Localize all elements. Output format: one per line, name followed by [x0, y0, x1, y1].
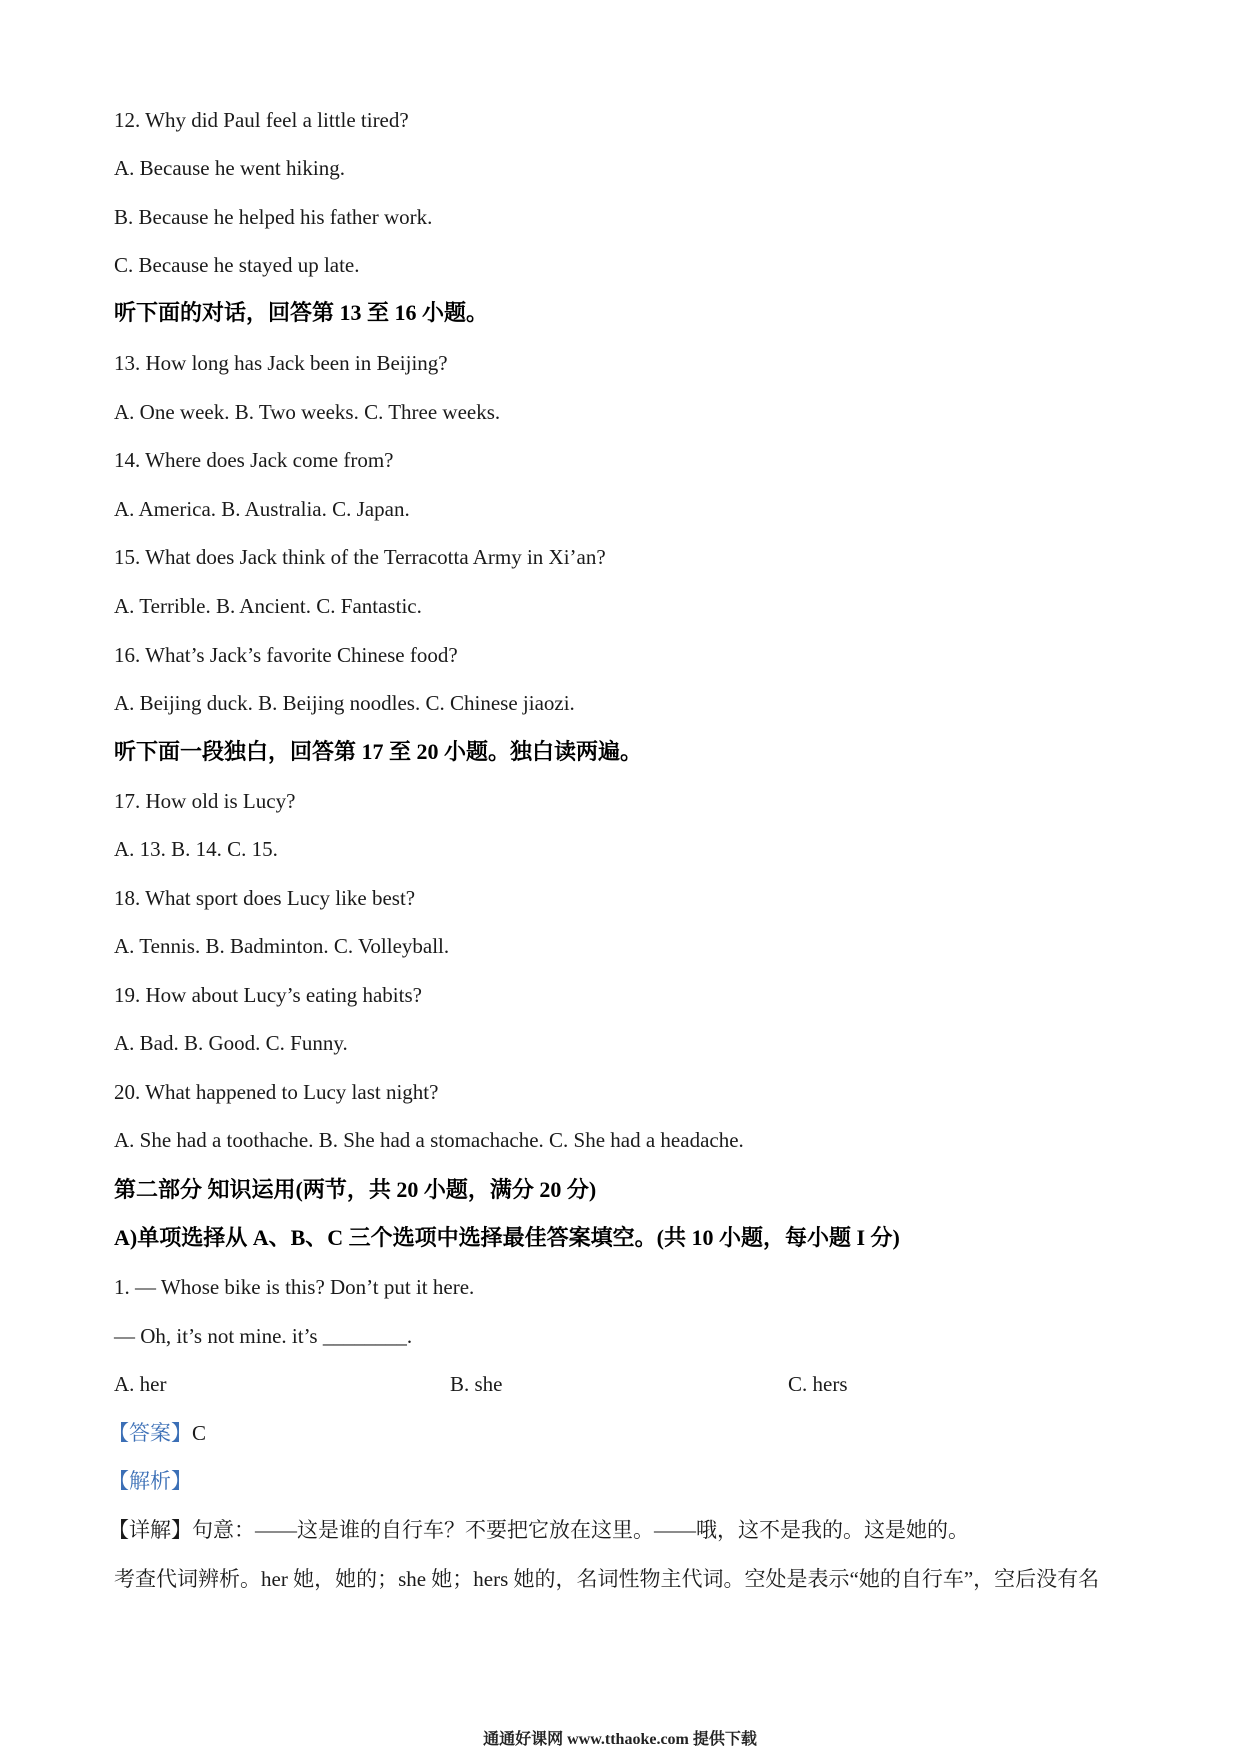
part2-title: 第二部分 知识运用(两节，共 20 小题，满分 20 分)	[114, 1177, 597, 1202]
mc1-reply: — Oh, it’s not mine. it’s ________.	[114, 1324, 413, 1348]
q12-question: 12. Why did Paul feel a little tired?	[114, 108, 409, 132]
q12-option-a: A. Because he went hiking.	[114, 156, 345, 180]
q20-question: 20. What happened to Lucy last night?	[114, 1080, 439, 1104]
q14-options: A. America. B. Australia. C. Japan.	[114, 497, 410, 521]
q12-option-c: C. Because he stayed up late.	[114, 253, 360, 277]
detail-text: 句意：——这是谁的自行车？不要把它放在这里。——哦，这不是我的。这是她的。	[192, 1518, 969, 1542]
q12-option-b: B. Because he helped his father work.	[114, 205, 433, 229]
answer-label: 【答案】	[108, 1421, 192, 1445]
q16-options: A. Beijing duck. B. Beijing noodles. C. Chinese jiaozi.	[114, 691, 575, 715]
detail-label: 【详解】	[108, 1518, 192, 1542]
q13-options: A. One week. B. Two weeks. C. Three weeks.	[114, 400, 501, 424]
q17-options: A. 13. B. 14. C. 15.	[114, 837, 278, 861]
q13-question: 13. How long has Jack been in Beijing?	[114, 351, 448, 375]
q20-options: A. She had a toothache. B. She had a stomachache. C. She had a headache.	[114, 1128, 744, 1152]
answer-value: C	[192, 1421, 207, 1445]
q19-options: A. Bad. B. Good. C. Funny.	[114, 1031, 348, 1055]
section-heading-17-20: 听下面一段独白，回答第 17 至 20 小题。独白读两遍。	[114, 739, 643, 764]
mc1-option-c: C. hers	[788, 1372, 848, 1396]
answer-line	[108, 1419, 206, 1447]
mc1-option-a: A. her	[114, 1372, 167, 1396]
mc1-option-b: B. she	[450, 1372, 503, 1396]
analysis-label: 【解析】	[108, 1469, 192, 1493]
q17-question: 17. How old is Lucy?	[114, 789, 296, 813]
part2-a-title: A)单项选择从 A、B、C 三个选项中选择最佳答案填空。(共 10 小题，每小题 I 分)	[114, 1225, 900, 1250]
q15-question: 15. What does Jack think of the Terracotta Army in Xi’an?	[114, 545, 606, 569]
q18-options: A. Tennis. B. Badminton. C. Volleyball.	[114, 934, 450, 958]
q16-question: 16. What’s Jack’s favorite Chinese food?	[114, 643, 458, 667]
section-heading-13-16: 听下面的对话，回答第 13 至 16 小题。	[114, 300, 489, 325]
q15-options: A. Terrible. B. Ancient. C. Fantastic.	[114, 594, 422, 618]
mc1-question: 1. — Whose bike is this? Don’t put it here.	[114, 1275, 475, 1299]
detail-line-2: 考查代词辨析。her 她，她的；she 她；hers 她的，名词性物主代词。空处是表示“她的自行车”，空后没有名	[114, 1567, 1100, 1591]
q14-question: 14. Where does Jack come from?	[114, 448, 394, 472]
page-footer: 通通好课网 www.tthaoke.com 提供下载	[483, 1731, 757, 1748]
detail-line-1	[108, 1516, 969, 1544]
q19-question: 19. How about Lucy’s eating habits?	[114, 983, 422, 1007]
q18-question: 18. What sport does Lucy like best?	[114, 886, 416, 910]
